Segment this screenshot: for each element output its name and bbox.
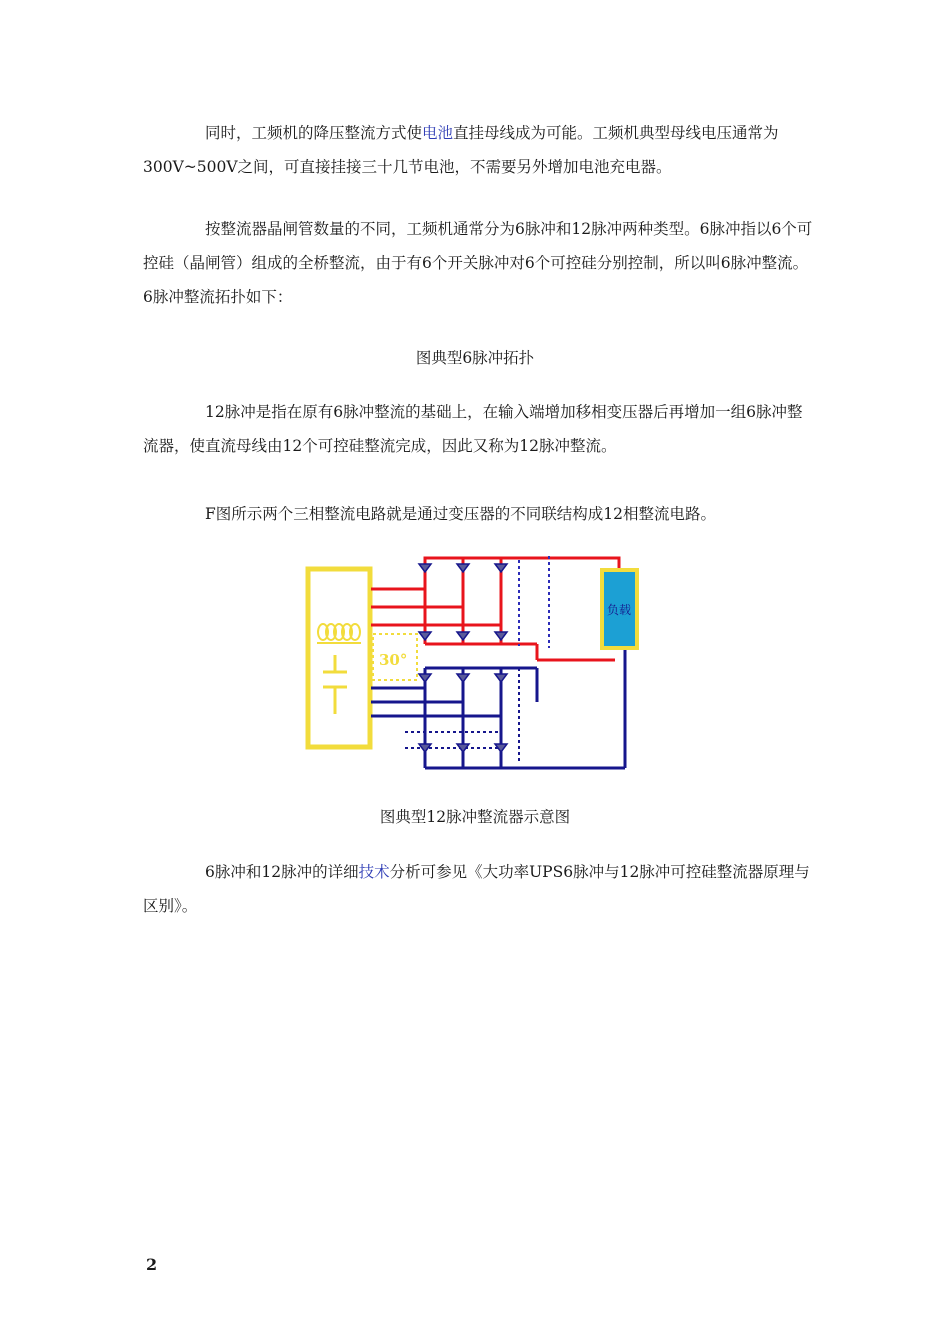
thyristor-icon — [495, 674, 507, 682]
paragraph-5 — [143, 855, 813, 923]
12-pulse-rectifier-diagram — [305, 552, 650, 774]
battery-link[interactable]: 电池 — [422, 124, 454, 142]
paragraph-2: 按整流器晶闸管数量的不同，工频机通常分为6脉冲和12脉冲两种类型。6脉冲指以6个可控硅（晶闸管）组成的全桥整流，由于有6个开关脉冲对6个可控硅分别控制，所以叫6脉冲整流。6脉冲整流拓扑如下： — [143, 220, 813, 306]
technology-link[interactable]: 技术 — [358, 863, 390, 881]
thyristor-icon — [419, 674, 431, 682]
phase-shift-label: 30° — [379, 651, 408, 669]
paragraph-5-text-b: 分析可参见《大功率UPS6脉冲与12脉冲可控硅整流器原理与区别》。 — [143, 863, 810, 915]
load-label: 负载 — [606, 603, 632, 617]
lower-bridge-wiring — [371, 648, 625, 768]
paragraph-1 — [143, 116, 813, 184]
ground-symbol-icon — [323, 655, 347, 714]
transformer-box — [308, 569, 370, 747]
paragraph-3: 12脉冲是指在原有6脉冲整流的基础上，在输入端增加移相变压器后再增加一组6脉冲整流器，使直流母线由12个可控硅整流完成，因此又称为12脉冲整流。 — [143, 403, 803, 455]
thyristor-icon — [457, 564, 469, 572]
paragraph-1-text-a: 同时，工频机的降压整流方式使 — [205, 124, 423, 142]
page-number: 2 — [146, 1255, 158, 1274]
thyristor-icon — [419, 632, 431, 640]
thyristor-icon — [495, 632, 507, 640]
thyristor-icon — [457, 632, 469, 640]
paragraph-5-text-a: 6脉冲和12脉冲的详细 — [205, 863, 359, 881]
upper-bridge-dashed-links — [519, 556, 549, 648]
figure-caption-12-pulse: 图典型12脉冲整流器示意图 — [379, 808, 571, 826]
transformer-coil-icon — [317, 624, 361, 643]
figure-caption-6-pulse: 图典型6脉冲拓扑 — [415, 349, 535, 367]
thyristor-icon — [419, 564, 431, 572]
paragraph-4: F图所示两个三相整流电路就是通过变压器的不同联结构成12相整流电路。 — [205, 505, 716, 523]
upper-bridge-wiring — [371, 558, 619, 660]
paragraph-1-text-b: 直挂母线成为可能。工频机典型母线电压通常为300V~500V之间，可直接挂接三十几节电池，不需要另外增加电池充电器。 — [143, 124, 779, 176]
thyristor-icon — [495, 564, 507, 572]
thyristor-icon — [457, 674, 469, 682]
